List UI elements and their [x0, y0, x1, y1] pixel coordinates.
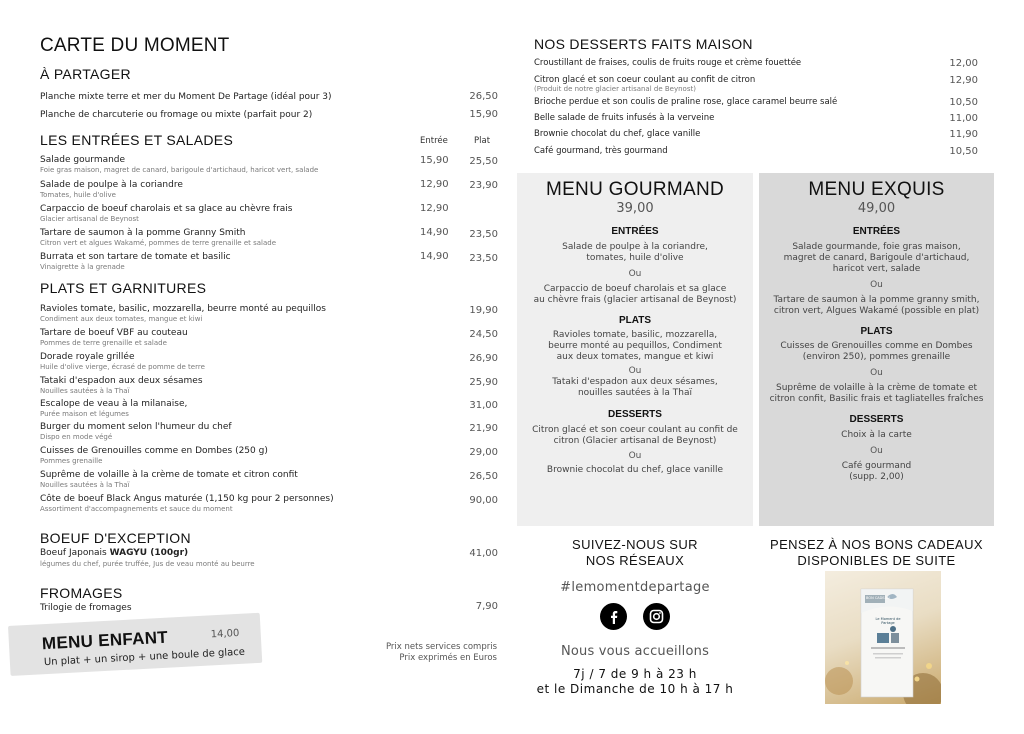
menu-line: Café gourmand: [841, 461, 912, 471]
item-price: 26,50: [469, 471, 498, 482]
exquis-dessert1: [759, 430, 994, 441]
menu-exquis-box: [759, 173, 994, 526]
menu-ou: Ou: [870, 446, 883, 456]
menu-item-desc: Foie gras maison, magret de canard, barigoule d'artichaud, haricot vert, salade: [40, 166, 319, 174]
gourmand-dessert2: [517, 465, 753, 476]
menu-item: Planche de charcuterie ou fromage ou mixte (parfait pour 2): [40, 110, 313, 120]
kids-menu-title: MENU ENFANT: [41, 627, 169, 654]
menu-item-desc: Nouilles sautées à la Thaï: [40, 481, 130, 489]
menu-line: Tataki d'espadon aux deux sésames,: [552, 377, 718, 387]
gourmand-entree1: [517, 242, 753, 264]
entree-price: 12,90: [420, 179, 449, 190]
hours-line2: et le Dimanche de 10 h à 17 h: [536, 682, 734, 696]
facebook-icon[interactable]: [600, 603, 627, 630]
section-title-partager: À PARTAGER: [40, 66, 131, 82]
dessert-item: Café gourmand, très gourmand: [534, 146, 668, 156]
item-price: 21,90: [469, 423, 498, 434]
menu-gourmand-price: 39,00: [616, 201, 654, 216]
menu-item: Ravioles tomate, basilic, mozzarella, beurre monté au pequillos: [40, 304, 326, 314]
gift-card-photo: [825, 571, 941, 704]
plat-price: 25,50: [469, 156, 498, 167]
column-header-plat: Plat: [474, 136, 491, 146]
menu-item: Salade gourmande: [40, 155, 126, 165]
entree-price: 14,90: [420, 227, 449, 238]
menu-line: au chèvre frais (glacier artisanal de Beynost): [533, 295, 737, 305]
gourmand-entree2: [517, 284, 753, 306]
menu-gourmand-box: [517, 173, 753, 526]
kids-menu-price: 14,00: [210, 627, 240, 641]
menu-line: Salade gourmande, foie gras maison,: [792, 242, 961, 252]
menu-item: Planche mixte terre et mer du Moment De Partage (idéal pour 3): [40, 92, 332, 102]
menu-item: Escalope de veau à la milanaise,: [40, 399, 188, 409]
dessert-item: Brownie chocolat du chef, glace vanille: [534, 129, 701, 139]
item-price: 7,90: [475, 601, 498, 612]
menu-item-desc: Assortiment d'accompagnements et sauce du moment: [40, 505, 233, 513]
menu-ou: Ou: [870, 280, 883, 290]
dessert-price: 11,00: [949, 113, 978, 124]
menu-line: beurre monté au pequillos, Condiment: [548, 341, 722, 351]
plat-price: 23,90: [469, 180, 498, 191]
menu-item: Tartare de boeuf VBF au couteau: [40, 328, 188, 338]
menu-gourmand-title: MENU GOURMAND: [545, 179, 725, 200]
item-price: 24,50: [469, 329, 498, 340]
item-price: 90,00: [469, 495, 498, 506]
menu-item: Tartare de saumon à la pomme Granny Smith: [40, 228, 246, 238]
dessert-item: Belle salade de fruits infusés à la verveine: [534, 113, 715, 123]
welcome-text: Nous vous accueillons: [560, 644, 710, 659]
menu-item-desc: Nouilles sautées à la Thaï: [40, 387, 130, 395]
gift-title-line2: DISPONIBLES DE SUITE: [797, 553, 956, 568]
menu-line: citron vert, Algues Wakamé (possible en plat): [773, 306, 980, 316]
menu-line: magret de canard, Barigoule d'artichaud,: [783, 253, 970, 263]
item-price: 26,90: [469, 353, 498, 364]
menu-item: Cuisses de Grenouilles comme en Dombes (250 g): [40, 446, 268, 456]
section-title-boeuf: BOEUF D'EXCEPTION: [40, 530, 191, 546]
menu-item-desc: Dispo en mode végé: [40, 433, 113, 441]
item-price: 29,00: [469, 447, 498, 458]
plat-price: 23,50: [469, 253, 498, 264]
page-title: CARTE DU MOMENT: [40, 35, 230, 56]
item-price: 31,00: [469, 400, 498, 411]
menu-item-desc: légumes du chef, purée truffée, Jus de veau monté au beurre: [40, 560, 255, 568]
item-price: 41,00: [469, 548, 498, 559]
menu-line: Choix à la carte: [841, 430, 912, 440]
section-title-plats: PLATS ET GARNITURES: [40, 280, 207, 296]
menu-line: citron confit, Basilic frais et tagliatelles fraîches: [769, 394, 984, 404]
menu-line: citron (Glacier artisanal de Beynost): [553, 436, 717, 446]
menu-item: Burrata et son tartare de tomate et basilic: [40, 252, 231, 262]
dessert-price: 11,90: [949, 129, 978, 140]
dessert-price: 10,50: [949, 97, 978, 108]
menu-line: Cuisses de Grenouilles comme en Dombes: [780, 341, 973, 351]
item-price: 15,90: [469, 109, 498, 120]
exquis-plat2: [759, 383, 994, 405]
gift-card-brand: Le Moment de Partage: [875, 617, 901, 625]
entree-price: 14,90: [420, 251, 449, 262]
menu-line: tomates, huile d'olive: [586, 253, 684, 263]
gourmand-plat2: [517, 377, 753, 399]
menu-line: nouilles sautées à la Thaï: [577, 388, 693, 398]
column-header-entree: Entrée: [420, 136, 448, 146]
price-note-line2: Prix exprimés en Euros: [399, 653, 497, 663]
desserts-title: NOS DESSERTS FAITS MAISON: [534, 36, 753, 52]
exquis-entree1: [759, 242, 994, 275]
hashtag: #lemomentdepartage: [560, 580, 710, 595]
kids-menu-box: [8, 613, 262, 676]
item-price: 25,90: [469, 377, 498, 388]
menu-line: Ravioles tomate, basilic, mozzarella,: [552, 330, 718, 340]
instagram-icon[interactable]: [643, 603, 670, 630]
menu-item: Tataki d'espadon aux deux sésames: [40, 376, 203, 386]
menu-item-desc: Huile d'olive vierge, écrasé de pomme de terre: [40, 363, 205, 371]
exquis-plats-title: PLATS: [860, 326, 893, 337]
boeuf-name-bold: WAGYU (100gr): [109, 548, 189, 558]
gourmand-entrees-title: ENTRÉES: [611, 226, 659, 237]
facebook-glyph: [607, 610, 621, 624]
menu-item-desc: Purée maison et légumes: [40, 410, 129, 418]
menu-line: Tartare de saumon à la pomme granny smith,: [773, 295, 980, 305]
gourmand-plat1: [517, 330, 753, 363]
menu-item-desc: Vinaigrette à la grenade: [40, 263, 125, 271]
menu-item: Trilogie de fromages: [40, 603, 132, 613]
gourmand-desserts-title: DESSERTS: [608, 409, 662, 420]
dessert-item: Citron glacé et son coeur coulant au confit de citron: [534, 75, 756, 85]
menu-item-desc: Citron vert et algues Wakamé, pommes de terre grenaille et salade: [40, 239, 277, 247]
menu-item-desc: Pommes grenaille: [40, 457, 103, 465]
exquis-entree2: [759, 295, 994, 317]
menu-item: Dorade royale grillée: [40, 352, 135, 362]
gourmand-plats-title: PLATS: [618, 315, 652, 326]
menu-item-desc: Glacier artisanal de Beynost: [40, 215, 139, 223]
dessert-item: Brioche perdue et son coulis de praline rose, glace caramel beurre salé: [534, 97, 838, 107]
menu-exquis-title: MENU EXQUIS: [808, 179, 945, 200]
menu-item: Burger du moment selon l'humeur du chef: [40, 422, 232, 432]
menu-item: Salade de poulpe à la coriandre: [40, 180, 183, 190]
section-title-entrees: LES ENTRÉES ET SALADES: [40, 132, 234, 148]
exquis-desserts-title: DESSERTS: [849, 414, 904, 425]
price-note: [360, 642, 497, 664]
gourmand-dessert1: [517, 425, 753, 447]
menu-line: Citron glacé et son coeur coulant au confit de: [532, 425, 738, 435]
menu-line: aux deux tomates, mangue et kiwi: [556, 352, 714, 362]
menu-line: Brownie chocolat du chef, glace vanille: [546, 465, 724, 475]
menu-ou: Ou: [870, 368, 883, 378]
exquis-plat1: [759, 341, 994, 363]
gift-card-label: BON CADEAU: [866, 596, 890, 600]
kids-menu-desc: Un plat + un sirop + une boule de glace: [43, 646, 246, 669]
gift-card-illustration: [825, 571, 941, 704]
menu-ou: Ou: [628, 366, 642, 376]
menu-item: Suprême de volaille à la crème de tomate et citron confit: [40, 470, 298, 480]
exquis-entrees-title: ENTRÉES: [852, 226, 901, 237]
entree-price: 15,90: [420, 155, 449, 166]
boeuf-name: Boeuf Japonais: [40, 548, 110, 558]
social-title-line2: NOS RÉSEAUX: [585, 553, 685, 568]
dessert-price: 12,00: [949, 58, 978, 69]
social-title-line1: SUIVEZ-NOUS SUR: [572, 537, 698, 552]
menu-ou: Ou: [628, 451, 642, 461]
item-price: 19,90: [469, 305, 498, 316]
dessert-item-desc: (Produit de notre glacier artisanal de Beynost): [534, 85, 696, 93]
exquis-dessert2: [759, 461, 994, 483]
menu-line: (environ 250), pommes grenaille: [802, 352, 951, 362]
menu-line: Salade de poulpe à la coriandre,: [562, 242, 708, 252]
social-block: [517, 537, 753, 696]
social-icons: [517, 603, 753, 630]
instagram-glyph: [649, 609, 664, 624]
plat-price: 23,50: [469, 229, 498, 240]
menu-ou: Ou: [628, 269, 642, 279]
menu-item-desc: Pommes de terre grenaille et salade: [40, 339, 167, 347]
menu-line: Carpaccio de boeuf charolais et sa glace: [543, 284, 727, 294]
entree-price: 12,90: [420, 203, 449, 214]
menu-item-desc: Condiment aux deux tomates, mangue et kiwi: [40, 315, 203, 323]
section-title-fromages: FROMAGES: [40, 585, 123, 601]
menu-item-desc: Tomates, huile d'olive: [40, 191, 116, 199]
price-note-line1: Prix nets services compris: [385, 642, 497, 652]
menu-line: (supp. 2,00): [849, 472, 904, 482]
menu-item: [40, 548, 188, 558]
dessert-item: Croustillant de fraises, coulis de fruits rouge et crème fouettée: [534, 58, 802, 68]
gift-title-line1: PENSEZ À NOS BONS CADEAUX: [770, 537, 983, 552]
hours-line1: 7j / 7 de 9 h à 23 h: [573, 667, 697, 681]
menu-item: Carpaccio de boeuf charolais et sa glace au chèvre frais: [40, 204, 293, 214]
gift-block: [759, 537, 994, 569]
menu-line: Suprême de volaille à la crème de tomate et: [775, 383, 978, 393]
menu-item: Côte de boeuf Black Angus maturée (1,150 kg pour 2 personnes): [40, 494, 334, 504]
menu-line: haricot vert, salade: [832, 264, 921, 274]
dessert-price: 10,50: [949, 146, 978, 157]
dessert-price: 12,90: [949, 75, 978, 86]
menu-exquis-price: 49,00: [857, 201, 896, 216]
item-price: 26,50: [469, 91, 498, 102]
